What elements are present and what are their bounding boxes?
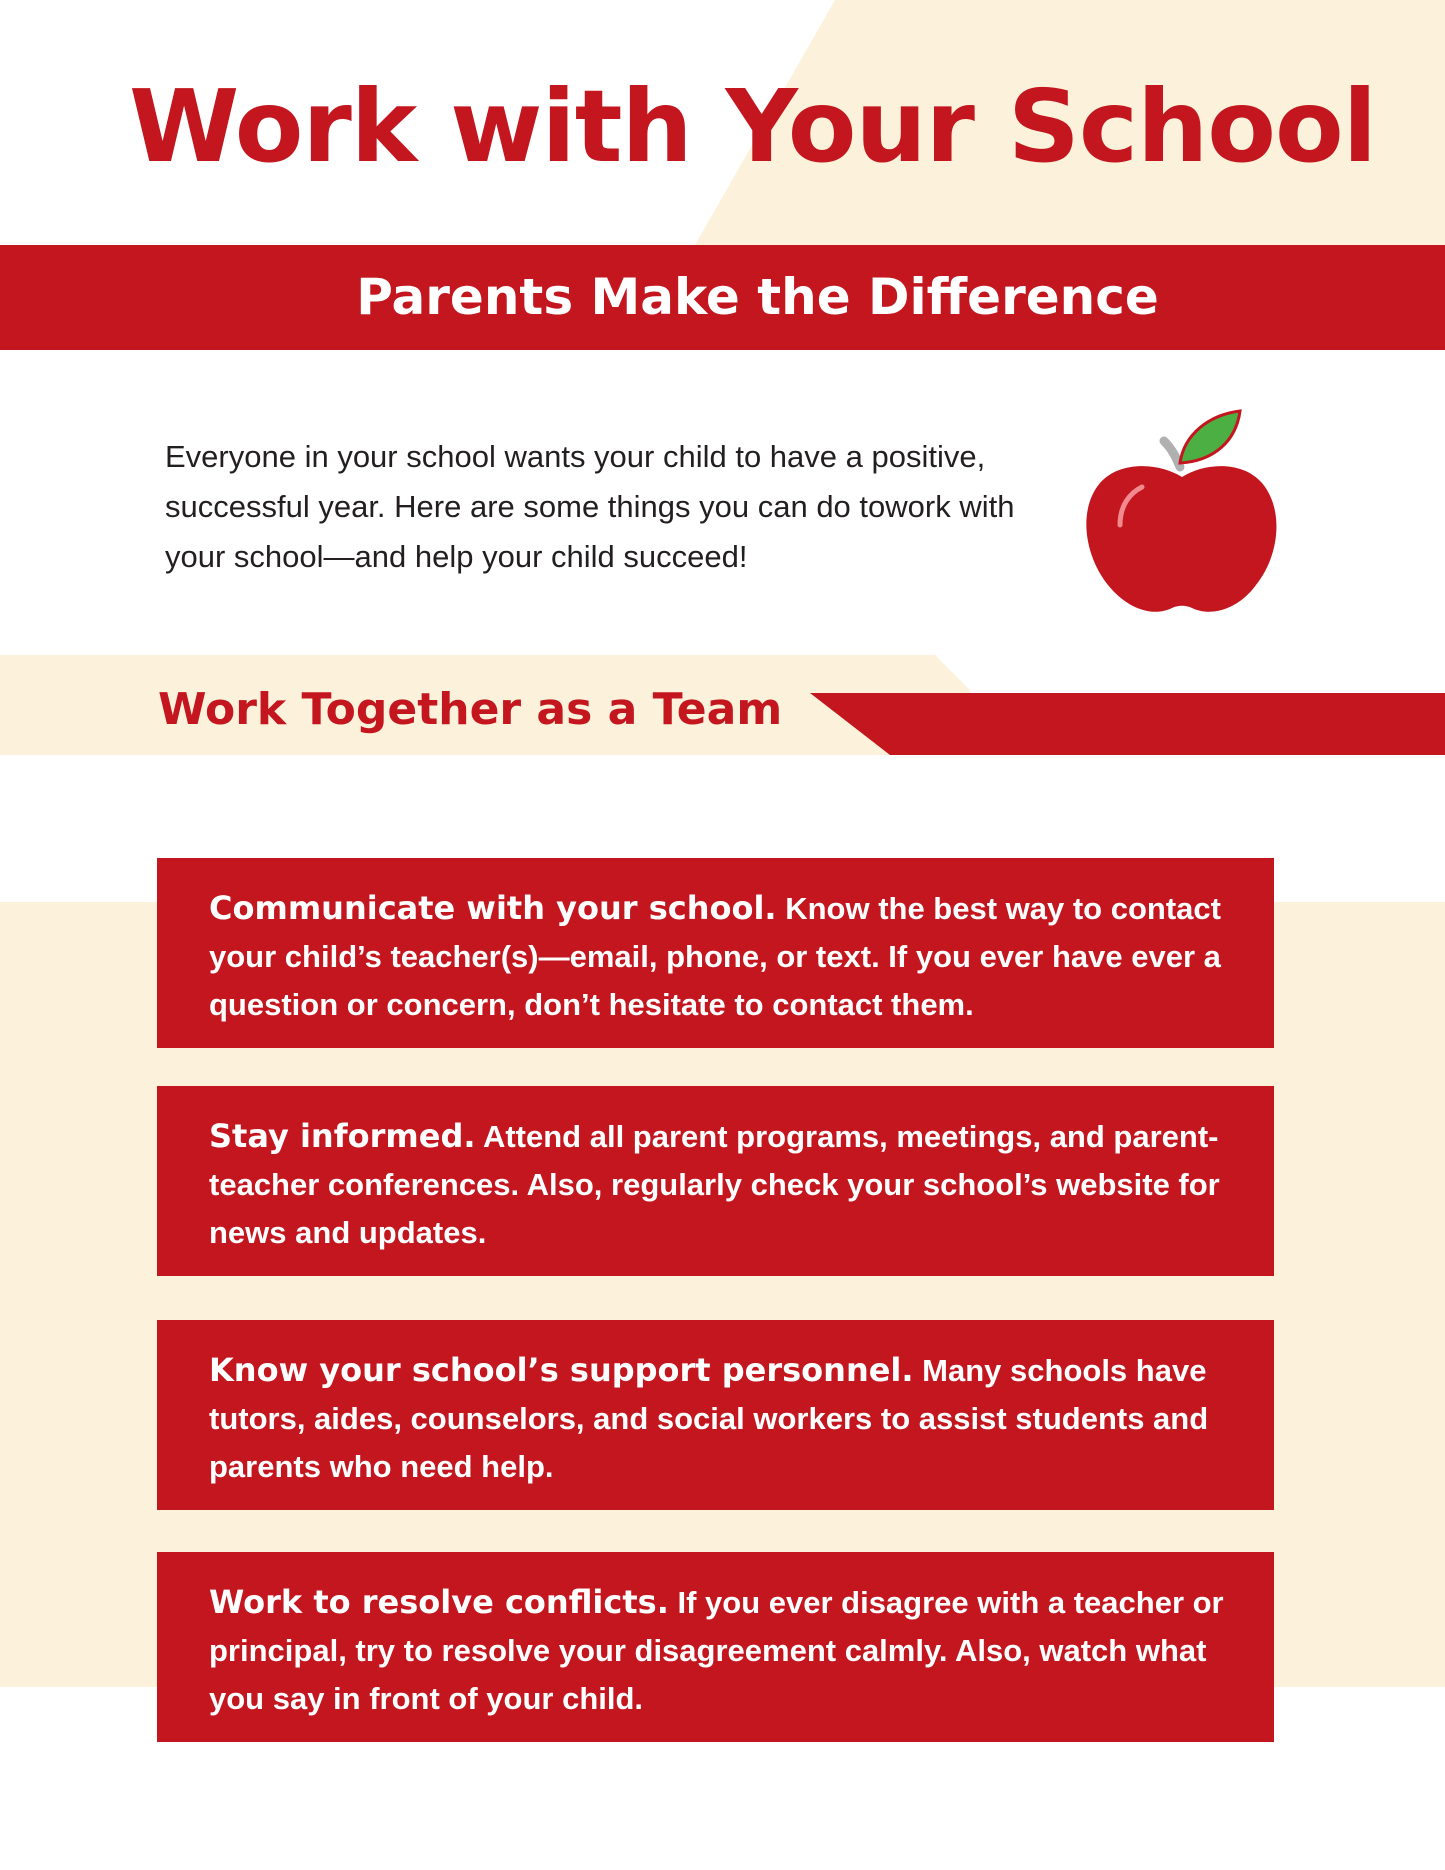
tip-lead: Work to resolve conflicts. [209,1583,669,1621]
apple-icon [1080,405,1285,620]
tip-text [209,884,1234,1029]
section-accent-bar [810,693,1445,755]
tip-lead: Stay informed. [209,1117,476,1155]
tip-text [209,1112,1234,1257]
tip-lead: Know your school’s support personnel. [209,1351,914,1389]
tip-text [209,1346,1234,1491]
intro-paragraph: Everyone in your school wants your child to have a positive, successful year. Here are some things you can do towork with your school—and help your child succeed! [165,439,1015,574]
tip-body: Attend all parent programs, meetings, and parent-teacher conferences. Also, regularly check your school’s website for news and updates. [209,1119,1220,1250]
tip-card-stay-informed [157,1086,1274,1276]
tip-card-resolve-conflicts [157,1552,1274,1742]
subtitle-banner [0,245,1445,350]
tip-card-communicate [157,858,1274,1048]
tip-body: Many schools have tutors, aides, counselors, and social workers to assist students and parents who need help. [209,1353,1209,1484]
section-heading: Work Together as a Team [158,684,783,735]
tip-card-support-personnel [157,1320,1274,1510]
tip-lead: Communicate with your school. [209,889,777,927]
page-subtitle: Parents Make the Difference [356,268,1159,326]
page-title: Work with Your School [129,68,1376,185]
tip-text [209,1578,1234,1723]
tip-body: Know the best way to contact your child’s teacher(s)—email, phone, or text. If you ever have ever a question or concern, don’t hesitate to contact them. [209,891,1221,1022]
tip-body: If you ever disagree with a teacher or principal, try to resolve your disagreement calmly. Also, watch what you say in front of your child. [209,1585,1224,1716]
